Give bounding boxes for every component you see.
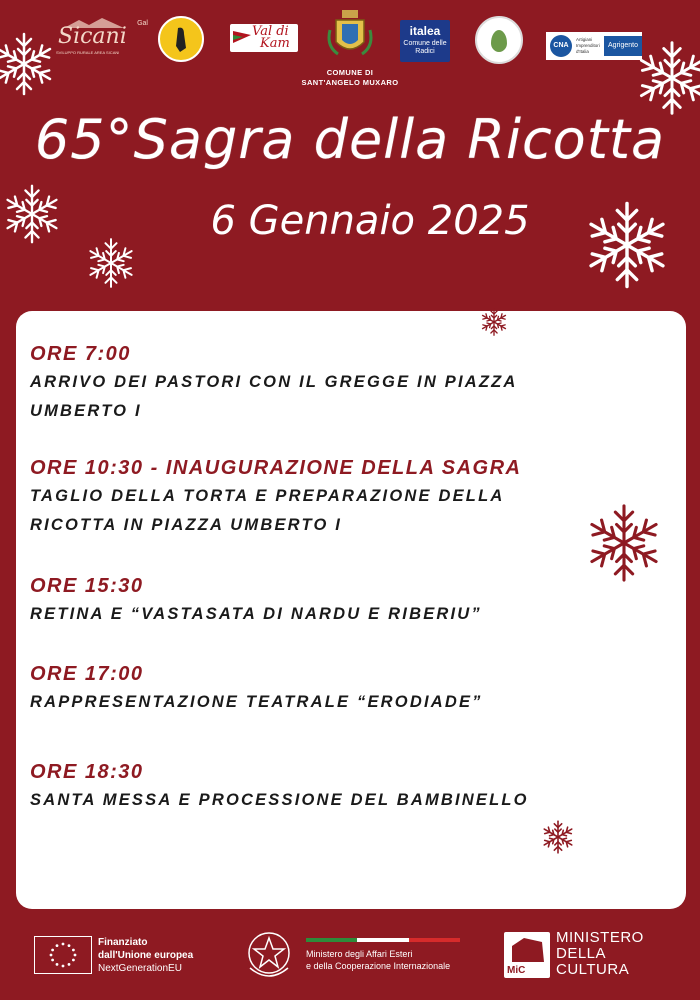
eu-line-3: NextGenerationEU [98,963,182,974]
program-item [30,457,630,540]
comune-crest-logo [326,10,374,60]
sicani-gal-text: Gal [137,20,148,27]
program-card [16,311,686,909]
program-time: ORE 7:00 [30,343,131,365]
mic-logo [504,932,550,978]
mic-line-2: DELLA [556,945,607,962]
sicani-logo-text: Sicani [58,24,127,49]
cna-mark: CNA [550,35,572,57]
flag-icon [233,29,251,45]
eu-line-1: Finanziato [98,937,148,948]
event-title: 65°Sagra della Ricotta [34,108,666,171]
cna-text: Artigiani Imprenditori d'Italia [576,37,600,54]
mic-line-3: CULTURA [556,961,630,978]
sicani-logo [54,20,148,56]
snowflake-icon [582,501,666,585]
sponsor-logos [50,14,650,94]
mic-text [556,930,644,978]
temple-icon [504,932,550,966]
valdikam-bottom-text: Kam [260,36,290,51]
sicani-subtitle: SVILUPPO RURALE AREA SICANI [56,50,120,55]
program-description: ARRIVO DEI PASTORI CON IL GREGGE IN PIAZZA UMBERTO I [30,373,518,420]
mic-mark: MiC [507,965,526,976]
program-description: RETINA E “VASTASATA DI NARDU E RIBERIU” [30,605,482,623]
italea-logo [400,20,450,62]
eu-funding-text [98,936,193,975]
snowflake-icon [84,236,138,290]
program-time: ORE 18:30 [30,761,144,783]
snowflake-icon [0,24,58,104]
program-time: ORE 17:00 [30,663,144,685]
program-item [30,663,630,717]
footer-logos [0,916,700,1000]
program-description: RAPPRESENTAZIONE TEATRALE “ERODIADE” [30,693,483,711]
mae-line-2: e della Cooperazione Internazionale [306,961,451,971]
eu-line-2: dall'Unione europea [98,950,194,961]
snowflake-icon [632,38,700,118]
program-time: ORE 15:30 [30,575,144,597]
italian-emblem-icon [244,928,294,982]
mic-line-1: MINISTERO [556,929,644,946]
mae-text [306,948,450,972]
yellow-seal-logo [158,16,204,62]
italea-subtitle: Comune delle Radici [403,40,447,55]
eu-flag-icon [34,936,92,974]
bird-icon [160,18,202,60]
cna-city: Agrigento [604,36,642,56]
program-item [30,575,630,629]
snowflake-icon [470,307,518,337]
comune-caption: COMUNE DI SANT'ANGELO MUXARO [301,68,399,87]
cna-logo [546,32,642,60]
valdikam-top-text: Val di [252,24,289,39]
valdikam-logo [230,24,298,52]
tricolor-line [306,938,460,942]
program-time: ORE 10:30 - INAUGURAZIONE DELLA SAGRA [30,457,522,479]
palm-leaf-icon [491,30,507,52]
program-description: TAGLIO DELLA TORTA E PREPARAZIONE DELLA RICOTTA IN PIAZZA UMBERTO I [30,487,505,534]
program-description: SANTA MESSA E PROCESSIONE DEL BAMBINELLO [30,791,529,809]
parrocchia-logo [475,16,523,64]
snowflake-icon [540,819,576,855]
program-item [30,761,630,815]
italea-title: italea [409,24,441,38]
crest-icon [326,10,374,60]
mae-line-1: Ministero degli Affari Esteri [306,949,413,959]
event-date: 6 Gennaio 2025 [210,198,530,244]
program-item [30,343,630,426]
